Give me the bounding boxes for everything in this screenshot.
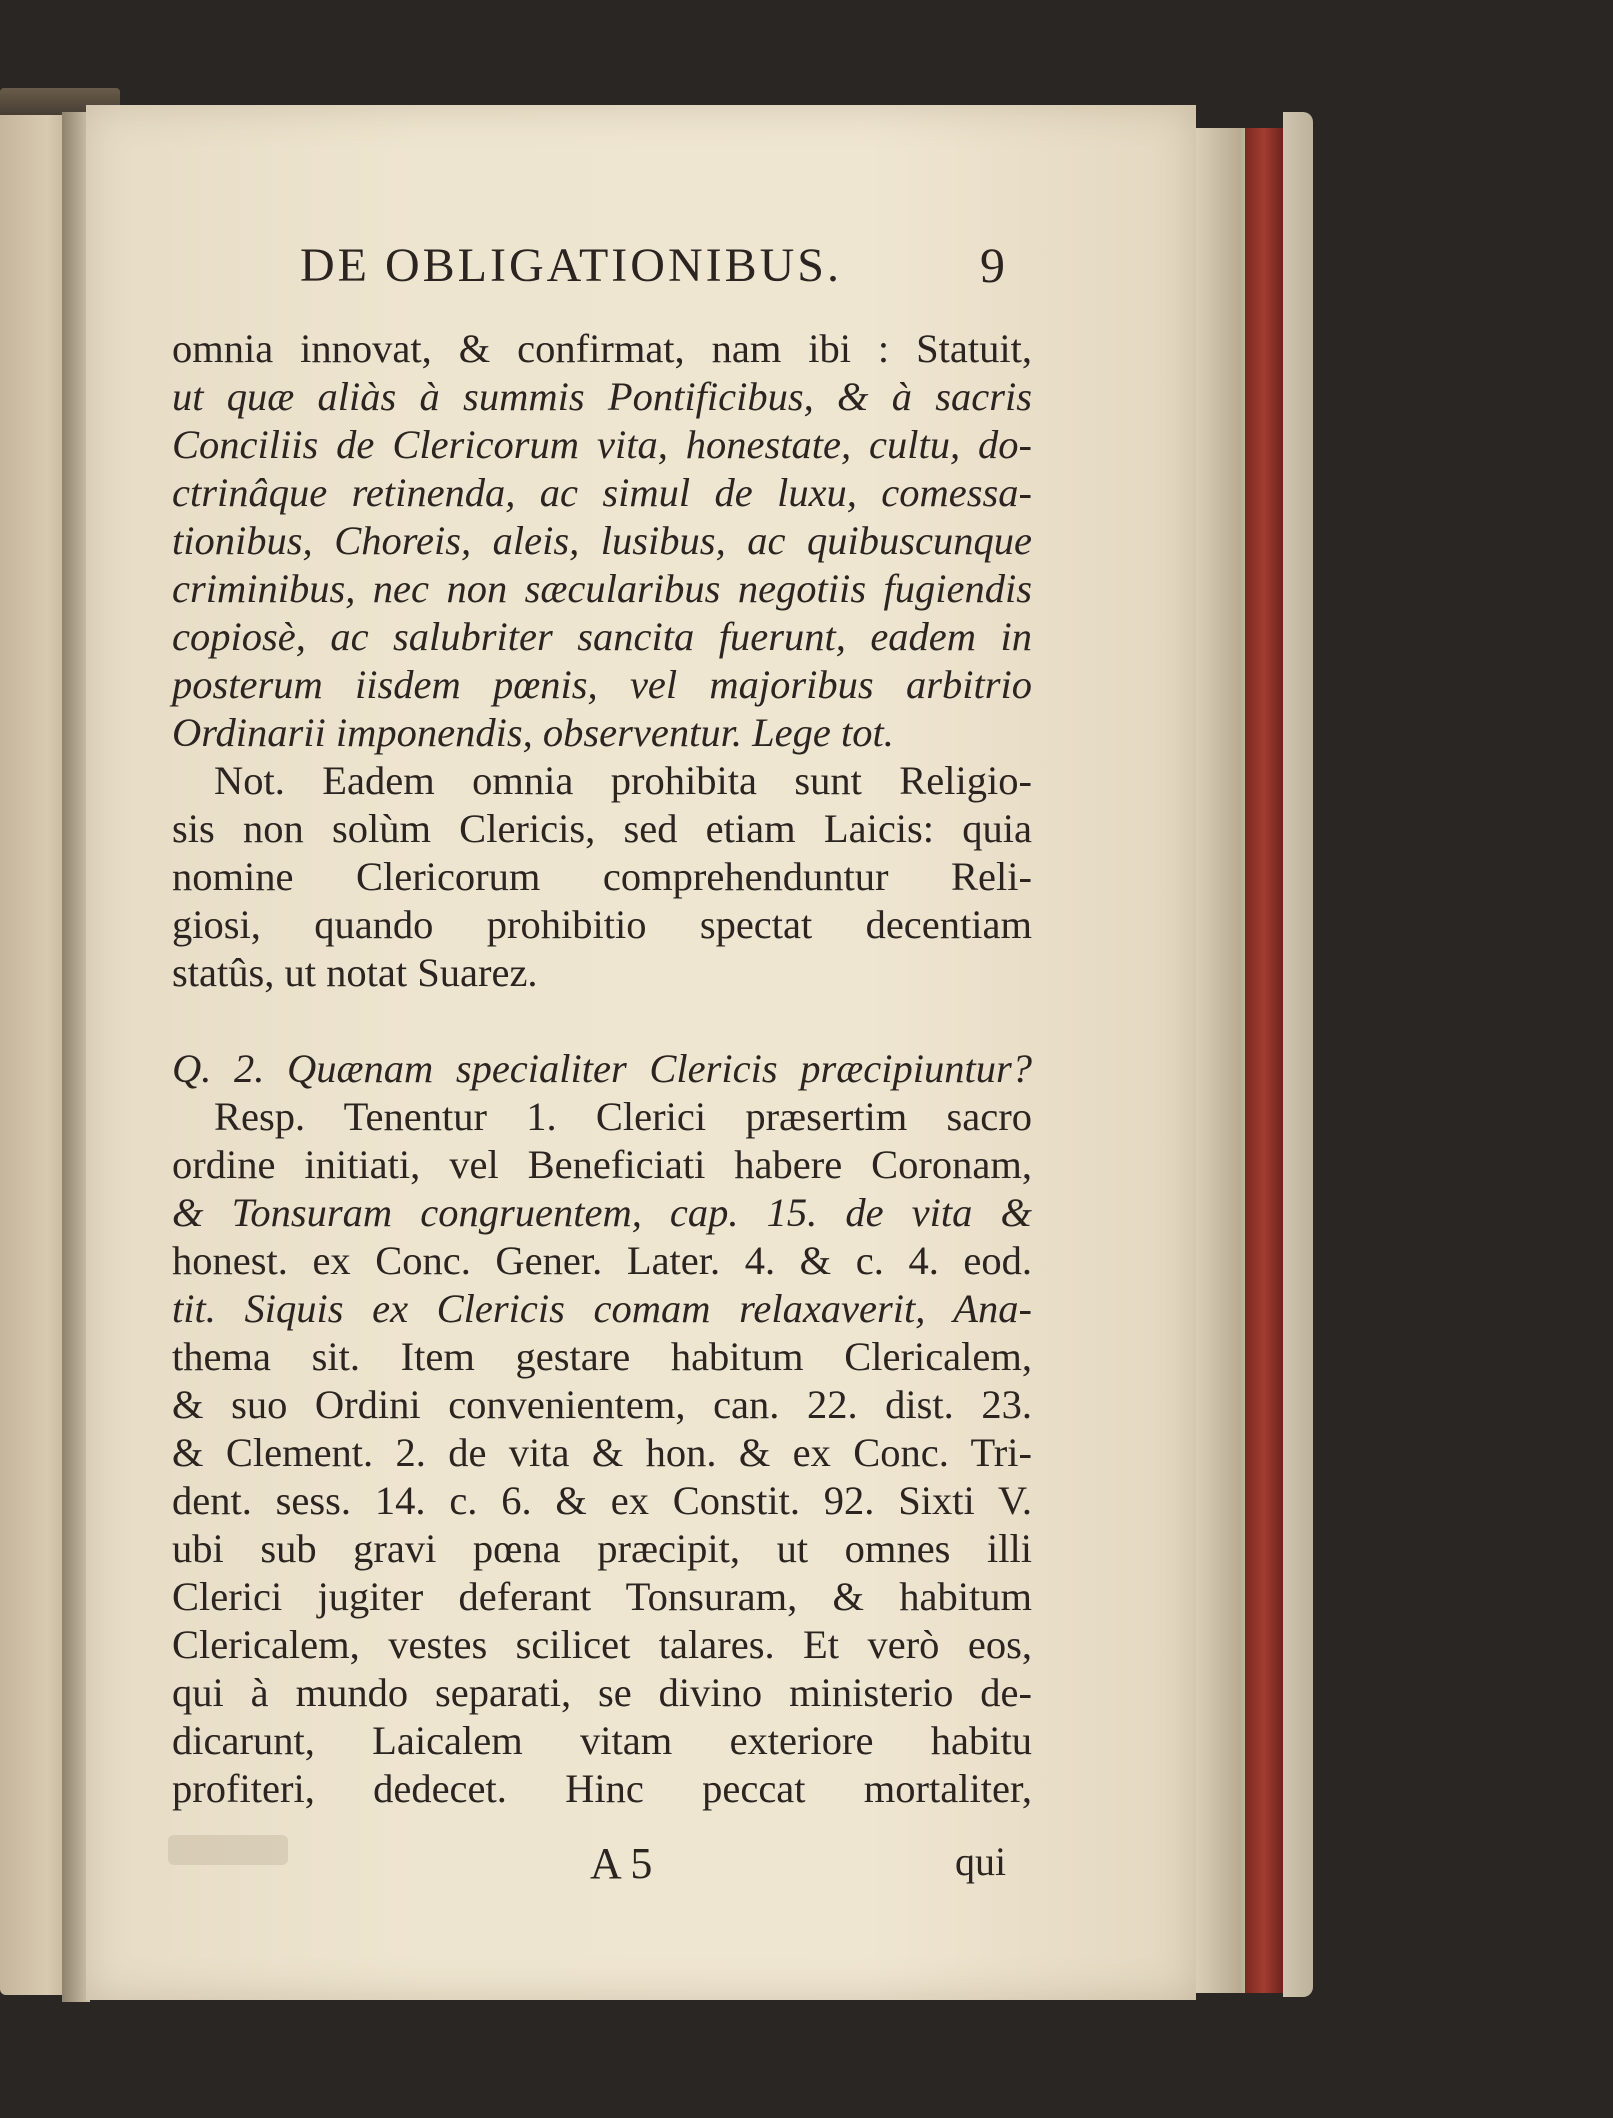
text-line: Clericalem, vestes scilicet talares. Et verò eos, — [172, 1622, 1032, 1667]
text-line: Resp. Tenentur 1. Clerici præsertim sacro — [214, 1094, 1032, 1139]
text-line: ordine initiati, vel Beneficiati habere Coronam, — [172, 1142, 1032, 1187]
text-line: giosi, quando prohibitio spectat decentiam — [172, 902, 1032, 947]
text-line: Conciliis de Clericorum vita, honestate, cultu, do- — [172, 422, 1032, 467]
text-line: & Tonsuram congruentem, cap. 15. de vita & — [172, 1190, 1032, 1235]
text-line: nomine Clericorum comprehenduntur Reli- — [172, 854, 1032, 899]
paragraph-gap — [172, 997, 1032, 1045]
text-line: qui à mundo separati, se divino ministerio de- — [172, 1670, 1032, 1715]
page-body-text — [172, 325, 1032, 1813]
text-line: dicarunt, Laicalem vitam exteriore habitu — [172, 1718, 1032, 1763]
running-header: DE OBLIGATIONIBUS. — [300, 239, 842, 292]
text-line: posterum iisdem pœnis, vel majoribus arbitrio — [172, 662, 1032, 707]
text-line: & suo Ordini convenientem, can. 22. dist. 23. — [172, 1382, 1032, 1427]
red-page-edge — [1245, 128, 1283, 1993]
text-line: Clerici jugiter deferant Tonsuram, & habitum — [172, 1574, 1032, 1619]
page-number: 9 — [980, 237, 1005, 293]
text-line: & Clement. 2. de vita & hon. & ex Conc. Tri- — [172, 1430, 1032, 1475]
signature-mark: A 5 — [590, 1839, 653, 1888]
text-line: Not. Eadem omnia prohibita sunt Religio- — [214, 758, 1032, 803]
text-line: ut quæ aliàs à summis Pontificibus, & à sacris — [172, 374, 1032, 419]
text-line: ubi sub gravi pœna præcipit, ut omnes illi — [172, 1526, 1032, 1571]
text-line: copiosè, ac salubriter sancita fuerunt, eadem in — [172, 614, 1032, 659]
text-line: omnia innovat, & confirmat, nam ibi : Statuit, — [172, 326, 1032, 371]
text-line: ctrinâque retinenda, ac simul de luxu, comessa- — [172, 470, 1032, 515]
back-cover-edge — [1283, 112, 1313, 1997]
text-line: statûs, ut notat Suarez. — [172, 950, 538, 995]
text-line: thema sit. Item gestare habitum Clericalem, — [172, 1334, 1032, 1379]
text-line: sis non solùm Clericis, sed etiam Laicis: quia — [172, 806, 1032, 851]
text-line: profiteri, dedecet. Hinc peccat mortaliter, — [172, 1766, 1032, 1811]
catchword: qui — [955, 1839, 1007, 1884]
text-line: criminibus, nec non sæcularibus negotiis fugiendis — [172, 566, 1032, 611]
text-line: tionibus, Choreis, aleis, lusibus, ac quibuscunque — [172, 518, 1032, 563]
text-line: honest. ex Conc. Gener. Later. 4. & c. 4. eod. — [172, 1238, 1032, 1283]
text-line: dent. sess. 14. c. 6. & ex Constit. 92. Sixti V. — [172, 1478, 1032, 1523]
text-line: tit. Siquis ex Clericis comam relaxaverit, Ana- — [172, 1286, 1032, 1331]
text-line: Ordinarii imponendis, observentur. Lege tot. — [172, 710, 894, 755]
text-line: Q. 2. Quænam specialiter Clericis præcipiuntur? — [172, 1046, 1032, 1091]
ink-blot — [168, 1835, 288, 1865]
